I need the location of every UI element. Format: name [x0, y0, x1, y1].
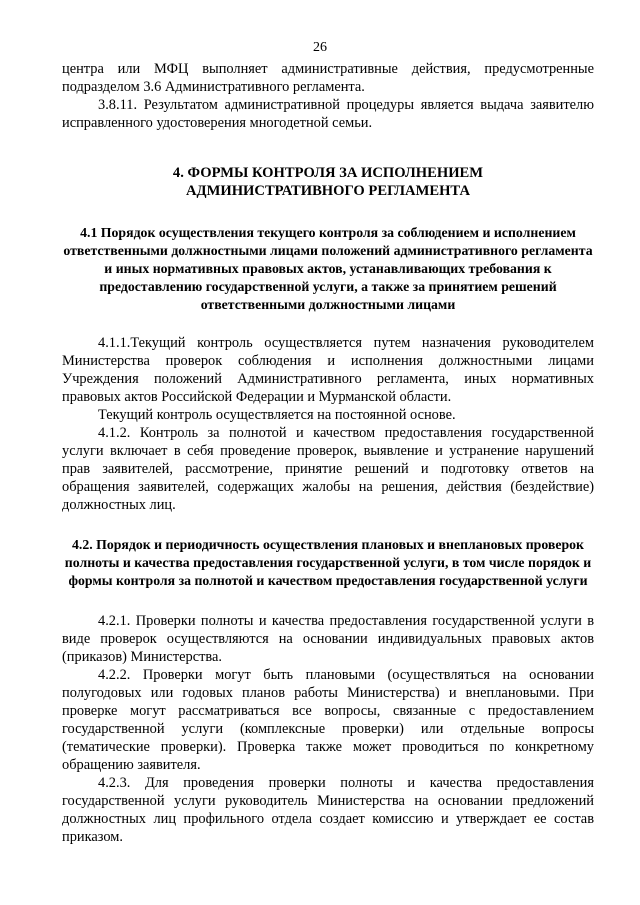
- paragraph-4-1-1: 4.1.1.Текущий контроль осуществляется путем назначения руководителем Министерства проверок соблюдения и исполнения должностными лицами Учреждения положений Административного регламента, иных нормативных правовых актов Российской Федерации и Мурманской области.: [62, 335, 594, 405]
- paragraph-4-2-3: 4.2.3. Для проведения проверки полноты и качества предоставления государственной услуги руководитель Министерства на основании предложений должностных лиц профильного отдела создает комиссию и утверждает ее состав приказом.: [62, 775, 594, 845]
- paragraph-4-2-2: 4.2.2. Проверки могут быть плановыми (осуществляться на основании полугодовых или годовых планов работы Министерства) и внеплановыми. При проверке могут рассматриваться все вопросы, связанные с предоставлением государственной услуги (комплексные проверки) или отдельные вопросы (тематические проверки). Проверка также может проводиться по конкретному обращению заявителя.: [62, 667, 594, 773]
- section-4-1-heading: 4.1 Порядок осуществления текущего контроля за соблюдением и исполнением ответственными должностными лицами положений административного регламента и иных нормативных правовых актов, устанавливающих требования к предоставлению государственной услуги, а также за принятием решений ответственными должностными лицами: [63, 225, 593, 312]
- spacer: [62, 590, 594, 612]
- page-number: 26: [313, 40, 327, 55]
- section-4-2-heading: 4.2. Порядок и периодичность осуществления плановых и внеплановых проверок полноты и качества предоставления государственной услуги, в том числе порядок и формы контроля за полнотой и качеством предоставления государственной услуги: [64, 537, 592, 588]
- paragraph-3-8-11: 3.8.11. Результатом административной процедуры является выдача заявителю исправленного удостоверения многодетной семьи.: [62, 97, 594, 131]
- spacer: [62, 132, 594, 164]
- page-content: [62, 60, 594, 846]
- spacer: [62, 514, 594, 536]
- paragraph-continuation: центра или МФЦ выполняет административные действия, предусмотренные подразделом 3.6 Административного регламента.: [62, 61, 594, 95]
- spacer: [62, 200, 594, 224]
- chapter-heading: [62, 164, 594, 200]
- chapter-heading-line-2: АДМИНИСТРАТИВНОГО РЕГЛАМЕНТА: [186, 183, 470, 199]
- paragraph-4-2-1: 4.2.1. Проверки полноты и качества предоставления государственной услуги в виде проверок осуществляются на основании индивидуальных правовых актов (приказов) Министерства.: [62, 613, 594, 665]
- paragraph-4-1-2: 4.1.2. Контроль за полнотой и качеством предоставления государственной услуги включает в себя проведение проверок, выявление и устранение нарушений прав заявителей, рассмотрение, принятие решений и подготовку ответов на обращения заявителей, содержащих жалобы на решения, действия (бездействие) должностных лиц.: [62, 425, 594, 513]
- paragraph-ongoing-control: Текущий контроль осуществляется на постоянной основе.: [98, 407, 456, 423]
- chapter-heading-line-1: 4. ФОРМЫ КОНТРОЛЯ ЗА ИСПОЛНЕНИЕМ: [172, 165, 484, 181]
- spacer: [62, 314, 594, 334]
